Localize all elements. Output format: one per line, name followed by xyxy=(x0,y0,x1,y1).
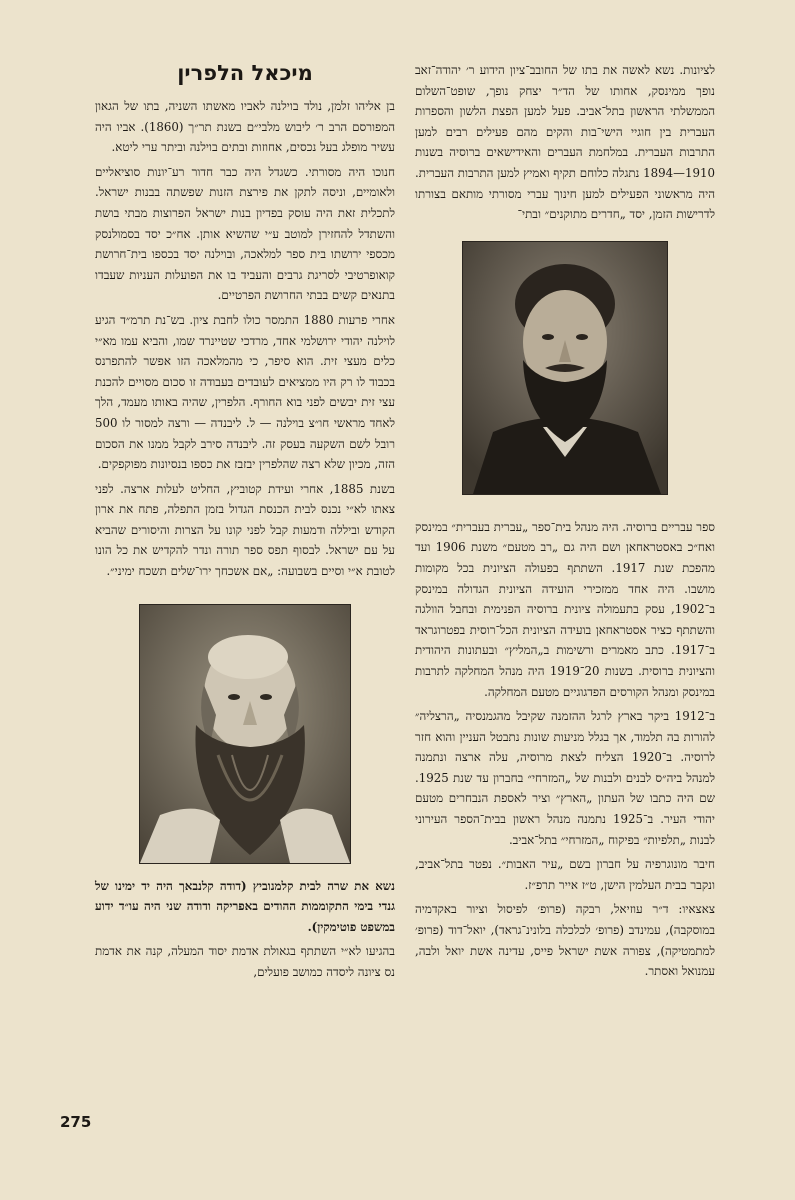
right-paragraph-5: צאצאיו: ד״ר עוזיאל, רבקה (פרופ׳ לפיסול וציור באקדמיה במוסקבה), עמינדב (פרופ׳ לכלכלה בלונינ־גראד), יואל־דוד (פרופ׳ למתמטיקה), צפורה אשת ישראל פייס, עדינה אשת יואל ולבה, עמנואל ואסתר. xyxy=(415,902,715,979)
left-paragraph-3: אחרי פרעות 1880 התמסר כולו לחבת ציון. בש־נת תרמ״ד הגיע לוילנה יהודי ירושלמי אחד, מרדכי שטיינרד שמו, והביא עמו מא״י כלים מעצי זית. הוא סיפר, כי מהמלאכה הזו אפשר להתפרנס בכבוד לו רק היו ממציאים לעובדים בעבודה זו סכום מסויים להכנת עצי זית יבשים לפני בוא החורף. הלפרין, שהיה באותו מעמד, הלך לאחד מראשי חו״צ בוילנה — ל. ליבנדה — ורצה למסור לו 500 רובל לשם השקעה בעסק זה. ליבנדה סירב לקבל ממנו את הסכום הזה, מכיון שלא רצה שהלפרין יבזבז את כספו בנסיונות מפוקפקים. xyxy=(95,312,395,472)
right-paragraph-3: ב־1912 ביקר בארץ לרגל ההזמנה שקיבל מהגמנסיה „הרצליה״ להורות בה תלמוד, אך בגלל מניעות שונות נתבטל העניין והוא חזר לרוסיה. ב־1920 הצליח לצאת מרוסיה, עלה ארצה ונתמנה למנהל ביה״ס לבנים ולבנות של „המזרחי״ בחברון עד שנת 1925. שם היה כתבו של העתון „הארץ״ וציר לאספת הנבחרים מטעם יהודי העיר. ב־1925 נתמנה מנהל ראשון בבית־הספר העירוני לבנות „תלפיות״ בפיקוח „המזרחי״ בתל־אביב. xyxy=(415,709,715,847)
right-column xyxy=(415,60,715,986)
article-title: מיכאל הלפרין xyxy=(177,61,313,85)
left-paragraph-4: בשנת 1885, אחרי ועידת קטוביץ, החליט לעלות ארצה. לפני צאתו לא״י נכנס לבית הכנסת הגדול בזמן התפלה, פתח את ארון הקודש וביללה ודמעות קבל לפני קונו על הצרות והיסורים שהביא על עם ישראל. לבסוף תפס ספר תורה ונדר להקדיש את כל הונו לטובת א״י וסיים בשבועה: „אם אשכחך ירו־שלים תשכח ימיני״. xyxy=(95,481,395,579)
portrait-photo-man xyxy=(462,241,668,495)
photo-caption: נשא את שרה לבית קלמנוביץ (דודה קלנבאך היה יד ימינו של גנדי בימי התקוממות ההודים באפריקה ודודה שני היה עו״ד ידוע במשפט פוטימקין). xyxy=(95,878,395,934)
portrait-elder-image xyxy=(140,605,350,863)
right-paragraph-2: ספר עבריים ברוסיה. היה מנהל בית־ספר „עברית בעברית״ במינסק ואח״כ באסטראחאן ושם היה גם „רב מטעם״ משנת 1906 ועד מהפכת שנת 1917. השתתף בפעולה הציונית בכל מקומות מושבו. היה אחד ממזכירי הועידה הציונית הגדולה במינסק ב־1902, עסק בתעמולה ציונית ברוסיה הפנימית ובחבל הוולגה והשתתף כציר אסטראחאן בועידה הציונית הכל־רוסית בפטרוגראד ב־1917. כתב מאמרים ורשימות ב„המליץ״ ובעתונות היהודית והציונית ברוסית. בשנות 20־1919 היה מנהל המחלקה לתרבות במינסק ומנהל הקורסים הפדגוגיים מטעם המחלקה. xyxy=(415,519,716,699)
right-paragraph-4: חיבר מונוגרפיה על חברון בשם „עיר האבות״. נפטר בתל־אביב, ונקבר בבית העלמין הישן, ט״ז אייר תרפ״ז. xyxy=(415,857,715,892)
portrait-man-image xyxy=(463,242,667,494)
page-number: 275 xyxy=(60,1113,92,1131)
portrait-photo-elder xyxy=(139,604,351,864)
left-paragraph-1: בן אליהו זלמן, נולד בוילנה לאביו מאשתו השניה, בתו של הגאון המפורסם הרב ר׳ ליבוש מלבי״ם בשנת תר״ך (1860). אביו היה עשיר מופלג בעל נכסים, אחוזות ובתים בוילנה וביתר ערי ליטא. xyxy=(95,99,395,155)
right-paragraph-1: לציונות. נשא לאשה את בתו של החובב־ציון הידוע ר׳ יהודה־זאב נופך ממינסק, אחותו של הד״ר יצחק נופך, שופט־השלום הממשלתי הראשון בתל־אביב. פעל למען הפצת הלשון והספרות העברית בין חוגיי הישי־בות והקים מהם פעילים רבים למען התרבות העברית. במלחמת העברים והאידישאים ברוסיה בשנות 1910—1894 נתגלה כלוחם תקיף ואמיץ למען התרבות העברית. היה מראשוני הפעילים למען חינוך עברי מסורתי מותאם בצורתו לדרישות הזמן, יסד „חדרים מתוקנים״ ובתי־ xyxy=(415,63,715,222)
left-paragraph-2: חנוכו היה מסורתי. כשגדל היה כבר חדור רע־יונות סוציאליים ולאומיים, וניסה לתקן את פירצת הזנות שפשתה בבנות ישראל. לתכלית זאת היה עוסק בפדיון בנות ישראל הפרוצות מבתי בושת והשתדל להחזירן למוטב ע״י שהשיא אותן. אח״כ יסד בסמולנסק מכספי ירושתו בית ספר למלאכה, ובוילנה יסד בכספו בית־חרושת קואופרטיבי לסריגת גרבים והעביד בו את הפועלות העניות שעבדו בתנאים קשים בבתי החרושת הפרטיים. xyxy=(95,164,395,303)
left-column xyxy=(95,60,395,987)
left-paragraph-5: בהגיעו לא״י השתתף בגאולת אדמת יסוד המעלה, קנה את אדמת נס ציונה ליסדה כמושב פועלים, xyxy=(95,944,395,980)
